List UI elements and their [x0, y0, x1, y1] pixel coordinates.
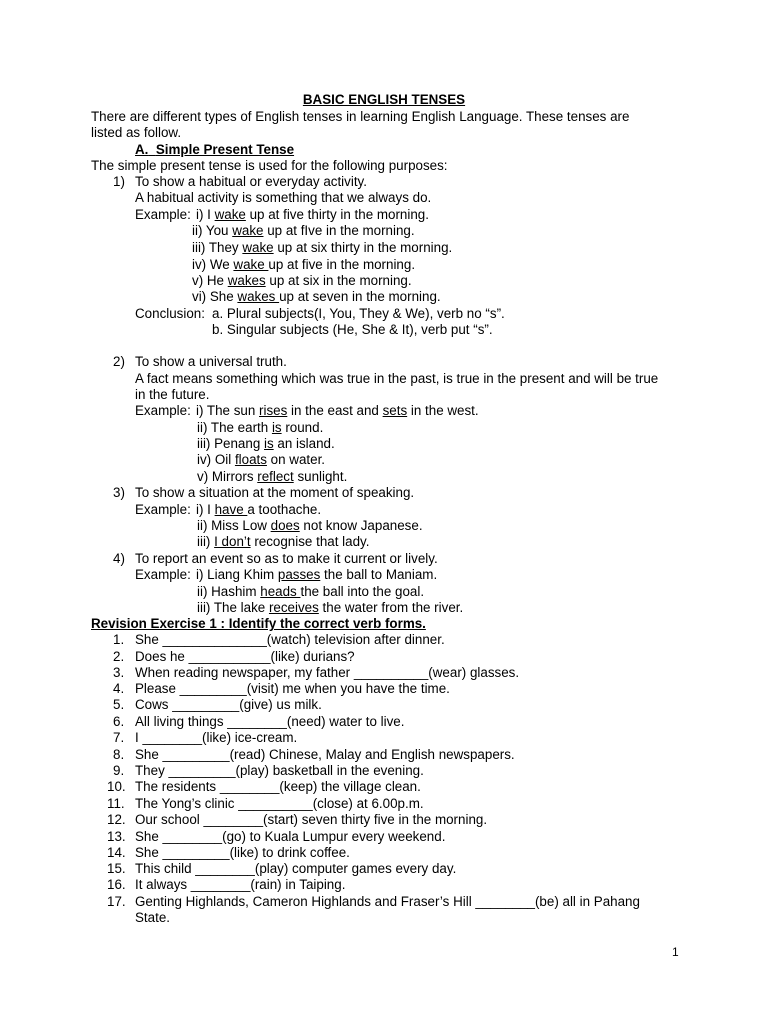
example-sentence: ii) The earth is round. [197, 420, 324, 435]
example-label: Example: [135, 403, 191, 418]
verb: is [271, 420, 282, 435]
verb: I don’t [214, 534, 251, 549]
item-number: 7. [113, 730, 125, 745]
item-number: 15. [107, 861, 126, 876]
section-lead: The simple present tense is used for the following purposes: [91, 158, 448, 173]
section-letter: A. [135, 142, 149, 157]
purpose-number: 1) [113, 174, 125, 189]
example-sentence: iv) We wake up at five in the morning. [192, 257, 416, 272]
verb: does [270, 518, 300, 533]
item-text: All living things ________(need) water to live. [135, 714, 405, 729]
verb: is [264, 436, 274, 451]
item-text: I ________(like) ice-cream. [135, 730, 298, 745]
verb: wake [233, 257, 269, 272]
example-sentence: iii) Penang is an island. [197, 436, 335, 451]
purpose-heading: To report an event so as to make it current or lively. [135, 551, 438, 566]
example-label: Example: [135, 567, 191, 582]
item-text: She ________(go) to Kuala Lumpur every weekend. [135, 829, 446, 844]
purpose-heading: To show a habitual or everyday activity. [135, 174, 367, 189]
purpose-description: A fact means something which was true in the past, is true in the present and will be true [135, 371, 659, 386]
item-text: She _________(read) Chinese, Malay and English newspapers. [135, 747, 515, 762]
verb: wake [232, 223, 264, 238]
verb: wakes [237, 289, 280, 304]
section-heading [135, 142, 294, 158]
conclusion-label: Conclusion: [135, 306, 205, 321]
item-text: They _________(play) basketball in the evening. [135, 763, 424, 778]
purpose-description: in the future. [135, 387, 210, 402]
item-text: Our school ________(start) seven thirty five in the morning. [135, 812, 488, 827]
item-text: Does he ___________(like) durians? [135, 649, 355, 664]
example-sentence: iv) Oil floats on water. [197, 452, 326, 467]
example-label: Example: [135, 502, 191, 517]
item-number: 13. [107, 829, 126, 844]
item-number: 1. [113, 632, 125, 647]
example-sentence: i) Liang Khim passes the ball to Maniam. [196, 567, 438, 582]
verb: wake [214, 207, 246, 222]
item-text: It always ________(rain) in Taiping. [135, 877, 346, 892]
verb: heads [260, 584, 301, 599]
item-text: Cows _________(give) us milk. [135, 697, 322, 712]
item-number: 10. [107, 779, 126, 794]
page-number: 1 [672, 945, 679, 959]
item-text: The residents ________(keep) the village clean. [135, 779, 421, 794]
item-text: Please _________(visit) me when you have the time. [135, 681, 450, 696]
conclusion-text: a. Plural subjects(I, You, They & We), verb no “s”. [212, 306, 505, 321]
item-number: 17. [107, 894, 126, 909]
item-number: 5. [113, 697, 125, 712]
item-text: She _________(like) to drink coffee. [135, 845, 350, 860]
example-sentence: i) I have a toothache. [196, 502, 322, 517]
purpose-heading: To show a situation at the moment of speaking. [135, 485, 415, 500]
item-number: 8. [113, 747, 125, 762]
exercise-item-continuation: State. [135, 910, 170, 925]
document-title: BASIC ENGLISH TENSES [302, 92, 466, 107]
purpose-description: A habitual activity is something that we always do. [135, 190, 432, 205]
purpose-number: 4) [113, 551, 125, 566]
example-sentence: vi) She wakes up at seven in the morning. [192, 289, 441, 304]
example-sentence: ii) Miss Low does not know Japanese. [197, 518, 423, 533]
intro-line: listed as follow. [91, 125, 182, 140]
conclusion-text: b. Singular subjects (He, She & It), verb put “s”. [212, 322, 493, 337]
example-sentence: ii) You wake up at fIve in the morning. [192, 223, 415, 238]
item-number: 9. [113, 763, 125, 778]
item-number: 11. [107, 796, 125, 811]
item-text: When reading newspaper, my father __________(wear) glasses. [135, 665, 520, 680]
example-sentence: iii) I don’t recognise that lady. [197, 534, 370, 549]
item-number: 12. [107, 812, 126, 827]
purpose-number: 3) [113, 485, 125, 500]
item-number: 4. [113, 681, 125, 696]
example-sentence: i) The sun rises in the east and sets in the west. [196, 403, 479, 418]
verb: have [214, 502, 248, 517]
example-sentence: i) I wake up at five thirty in the morning. [196, 207, 429, 222]
example-label: Example: [135, 207, 191, 222]
verb: rises [259, 403, 288, 418]
purpose-number: 2) [113, 354, 125, 369]
item-text: Genting Highlands, Cameron Highlands and Fraser’s Hill ________(be) all in Pahang [135, 894, 640, 909]
item-number: 16. [107, 877, 126, 892]
verb: floats [234, 452, 267, 467]
item-number: 2. [113, 649, 125, 664]
example-sentence: v) Mirrors reflect sunlight. [197, 469, 348, 484]
verb: reflect [257, 469, 294, 484]
intro-line: There are different types of English tenses in learning English Language. These tenses are [91, 109, 630, 124]
item-number: 6. [113, 714, 125, 729]
item-text: This child ________(play) computer games every day. [135, 861, 457, 876]
verb: receives [268, 600, 319, 615]
purpose-heading: To show a universal truth. [135, 354, 287, 369]
item-text: The Yong’s clinic __________(close) at 6.00p.m. [135, 796, 424, 811]
example-sentence: v) He wakes up at six in the morning. [192, 273, 412, 288]
example-sentence: iii) The lake receives the water from the river. [197, 600, 464, 615]
verb: sets [382, 403, 408, 418]
item-number: 3. [113, 665, 125, 680]
verb: passes [277, 567, 321, 582]
item-text: She ______________(watch) television after dinner. [135, 632, 445, 647]
verb: wakes [227, 273, 266, 288]
exercise-heading: Revision Exercise 1 : Identify the correct verb forms. [91, 616, 426, 631]
section-title: Simple Present Tense [155, 142, 295, 157]
example-sentence: ii) Hashim heads the ball into the goal. [197, 584, 425, 599]
verb: wake [242, 240, 274, 255]
example-sentence: iii) They wake up at six thirty in the morning. [192, 240, 453, 255]
item-number: 14. [107, 845, 126, 860]
